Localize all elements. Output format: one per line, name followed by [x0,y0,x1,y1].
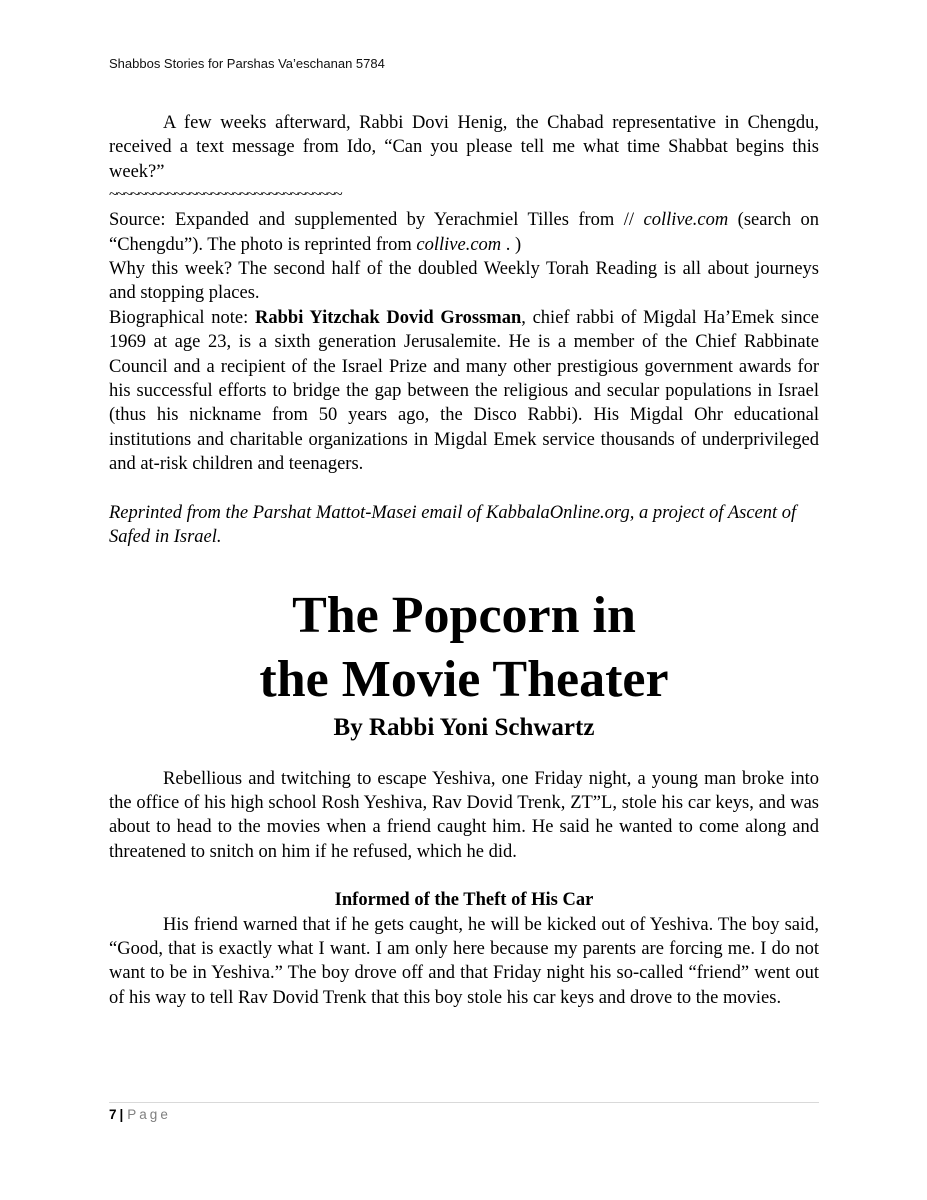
source-prefix: Source: Expanded and supplemented by Yerachmiel Tilles from // [109,210,644,231]
photo-link-collive: collive.com [416,234,502,255]
biographical-note [109,306,819,477]
page-number: 7 [109,1107,117,1122]
page-label: Page [127,1107,171,1122]
paragraph-text-message: A few weeks afterward, Rabbi Dovi Henig, the Chabad representative in Chengdu, received a text message from Ido, “Can you please tell me what time Shabbat begins this week?” [109,113,819,182]
source-link-collive: collive.com [643,210,729,231]
article-paragraph-1: Rebellious and twitching to escape Yeshiva, one Friday night, a young man broke into the office of his high school Rosh Yeshiva, Rav Dovid Trenk, ZT”L, stole his car keys, and was about to head to the movies when a friend caught him. He said he wanted to come along and threatened to snitch on him if he refused, which he did. [109,768,819,862]
running-header: Shabbos Stories for Parshas Va’eschanan 5784 [109,56,385,71]
footer-separator: | [119,1107,124,1122]
reprint-note: Reprinted from the Parshat Mattot-Masei email of KabbalaOnline.org, a project of Ascent of Safed in Israel. [109,502,797,548]
title-line-2: the Movie Theater [259,650,669,708]
footer-divider [109,1102,819,1103]
article-byline: By Rabbi Yoni Schwartz [333,713,595,741]
page-content [109,111,819,1010]
bio-prefix: Biographical note: [109,307,256,328]
article-title [109,584,819,712]
why-this-week-paragraph: Why this week? The second half of the doubled Weekly Torah Reading is all about journeys and stopping places. [109,259,819,304]
bio-rest: , chief rabbi of Migdal Ha’Emek since 1969 at age 23, is a sixth generation Jerusalemite. He is a member of the Chief Rabbinate Council and a recipient of the Israel Prize and many other prestigious government awards for his successful efforts to bridge the gap between the religious and secular populations in Israel (thus his nickname from 50 years ago, the Disco Rabbi). His Migdal Ohr educational institutions and charitable organizations in Migdal Emek service thousands of underprivileged and at-risk children and teenagers. [109,307,819,475]
article-subheading: Informed of the Theft of His Car [334,890,594,911]
title-line-1: The Popcorn in [292,586,636,644]
bio-name: Rabbi Yitzchak Dovid Grossman [255,307,522,328]
source-paragraph [109,208,819,257]
tilde-separator: ~~~~~~~~~~~~~~~~~~~~~~~~~~~~~~~~ [109,186,342,204]
source-suffix: . ) [501,234,522,255]
article-paragraph-2: His friend warned that if he gets caught, he will be kicked out of Yeshiva. The boy said, “Good, that is exactly what I want. I am only here because my parents are forcing me. I do not want to be in Yeshiva.” The boy drove off and that Friday night his so-called “friend” went out of his way to tell Rav Dovid Trenk that this boy stole his car keys and drove to the movies. [109,914,819,1008]
page-footer [109,1107,171,1122]
source-mid: (search on “Chengdu”). The photo is reprinted from [109,210,820,255]
